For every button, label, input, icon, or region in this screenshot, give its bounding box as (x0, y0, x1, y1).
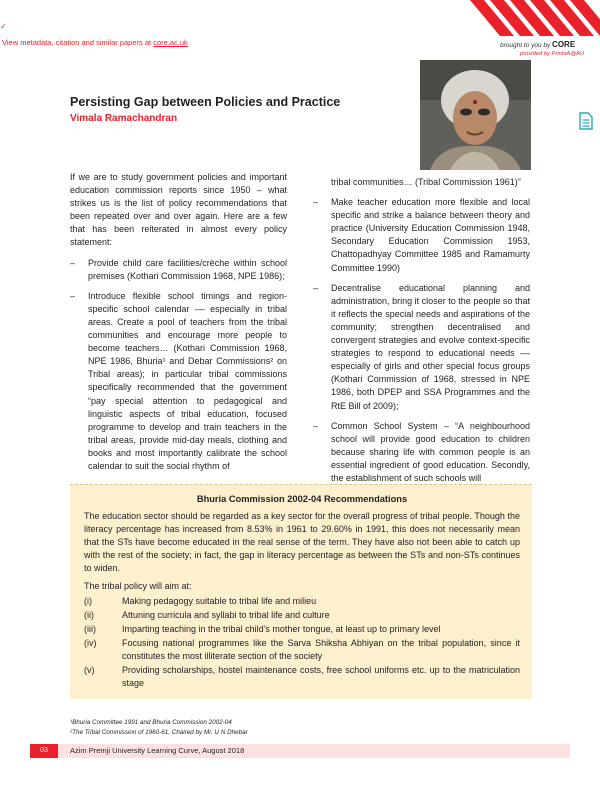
item-number: (i) (84, 596, 92, 606)
recommendations-box (70, 484, 532, 699)
core-badge[interactable] (500, 40, 575, 49)
footnote: ²The Tribal Commission of 1960-61, Chaired by Mr. U N Dhebar (70, 729, 248, 736)
left-column (70, 171, 287, 473)
box-title: Bhuria Commission 2002-04 Recommendations (196, 494, 408, 504)
item-number: (v) (84, 665, 95, 675)
decorative-stripes (470, 0, 600, 36)
core-logo: CORE (552, 40, 576, 49)
check-mark-icon: ✓ (0, 22, 7, 31)
item-text: Making pedagogy suitable to tribal life and milieu (122, 596, 317, 606)
list-item: – Decentralise educational planning and administration, bring it closer to the people so that it reflects the special needs and aspirations of the community; strengthen decentralised and convergent strategies and evolve context-specific strategies to respond to educational needs –– especially of girls and other special focus groups (Kothari Commission of 1968, stressed in NPE 1986, both DPEP and SSA Programmes and the RtE Bill of 2009); (313, 282, 530, 413)
box-list (84, 595, 520, 690)
footnote: ¹Bhuria Committee 1991 and Bhuria Commission 2002-04 (70, 719, 232, 726)
list-item (84, 609, 520, 622)
policy-list-right (313, 176, 530, 485)
page-number: 03 (30, 744, 58, 758)
document-icon[interactable] (579, 112, 593, 130)
list-item (84, 637, 520, 663)
author-photo (420, 60, 531, 170)
item-text: Imparting teaching in the tribal child’s mother tongue, at least up to primary level (122, 624, 441, 634)
list-item: – Make teacher education more flexible and local specific and strike a balance between theory and practice (University Education Commission 1948, Secondary Education Commission 1953, Chattopadhyay Committee 1985 and Ramamurty Committee 1990) (313, 196, 530, 275)
core-metadata-link[interactable] (2, 38, 188, 47)
article-title: Persisting Gap between Policies and Practice (70, 95, 341, 109)
intro-paragraph: If we are to study government policies and important education commission reports since 1950 – what strikes us is the list of policy recommendations that been repeated over and over again. Here are a few that has been reiterated in almost every policy statement: (70, 172, 287, 248)
item-text: Attuning curricula and syllabi to tribal life and culture (122, 610, 330, 620)
list-item: – Common School System – “A neighbourhood school will provide good education to children because sharing life with common people is an essential ingredient of good education. Secondly, the establishment of such schools will (313, 420, 530, 485)
right-column (313, 176, 530, 485)
provided-by-label: provided by PrintsA@AU (520, 51, 585, 57)
list-item: – Introduce flexible school timings and region-specific school calendar –– especially in tribal areas. Create a pool of teachers from the tribal communities and encourage more people to become teachers… (Kothari Commission 1968, NPE 1986, Bhuria¹ and Debar Commissions² on Tribal areas); in particular tribal commissions specifically recommended that the government “pay special attention to pedagogical and linguistic aspects of tribal education, focused programme to develop and train teachers in the tribal areas, provide mid-day meals, clothing and books and most importantly calibrate the school calendar to suit the social rhythm of (70, 290, 287, 473)
item-number: (iii) (84, 624, 96, 634)
box-paragraph: The education sector should be regarded as a key sector for the overall progress of tribal people. Though the literacy percentage has increased from 8.53% in 1961 to 29.60% in 1991, this does not necessarily mean that the STs have become educated in the real sense of the term. They have also not been able to catch up with the rest of the society; in fact, the gap in literacy percentage as between the STs and non-STs continues to widen. (84, 511, 520, 573)
list-item: – Provide child care facilities/crèche within school premises (Kothari Commission 1968, NPE 1986); (70, 257, 287, 283)
box-list-intro: The tribal policy will aim at: (84, 581, 192, 591)
item-number: (iv) (84, 638, 97, 648)
journal-name: Azim Premji University Learning Curve, August 2018 (70, 746, 245, 755)
list-item (84, 623, 520, 636)
list-item-continuation: tribal communities… (Tribal Commission 1961)” (331, 177, 521, 187)
item-number: (ii) (84, 610, 94, 620)
core-link-prefix: View metadata, citation and similar papers at (2, 38, 154, 47)
brought-to-you-label: brought to you by (500, 42, 551, 49)
list-item (84, 664, 520, 690)
article-author: Vimala Ramachandran (70, 113, 178, 124)
core-link[interactable]: core.ac.uk (153, 38, 188, 47)
list-item (84, 595, 520, 608)
policy-list-left (70, 257, 287, 474)
item-text: Focusing national programmes like the Sarva Shiksha Abhiyan on the tribal population, since it constitutes the most illiterate section of the society (122, 638, 520, 661)
item-text: Providing scholarships, hostel maintenance costs, free school uniforms etc. up to the matriculation stage (122, 665, 520, 688)
